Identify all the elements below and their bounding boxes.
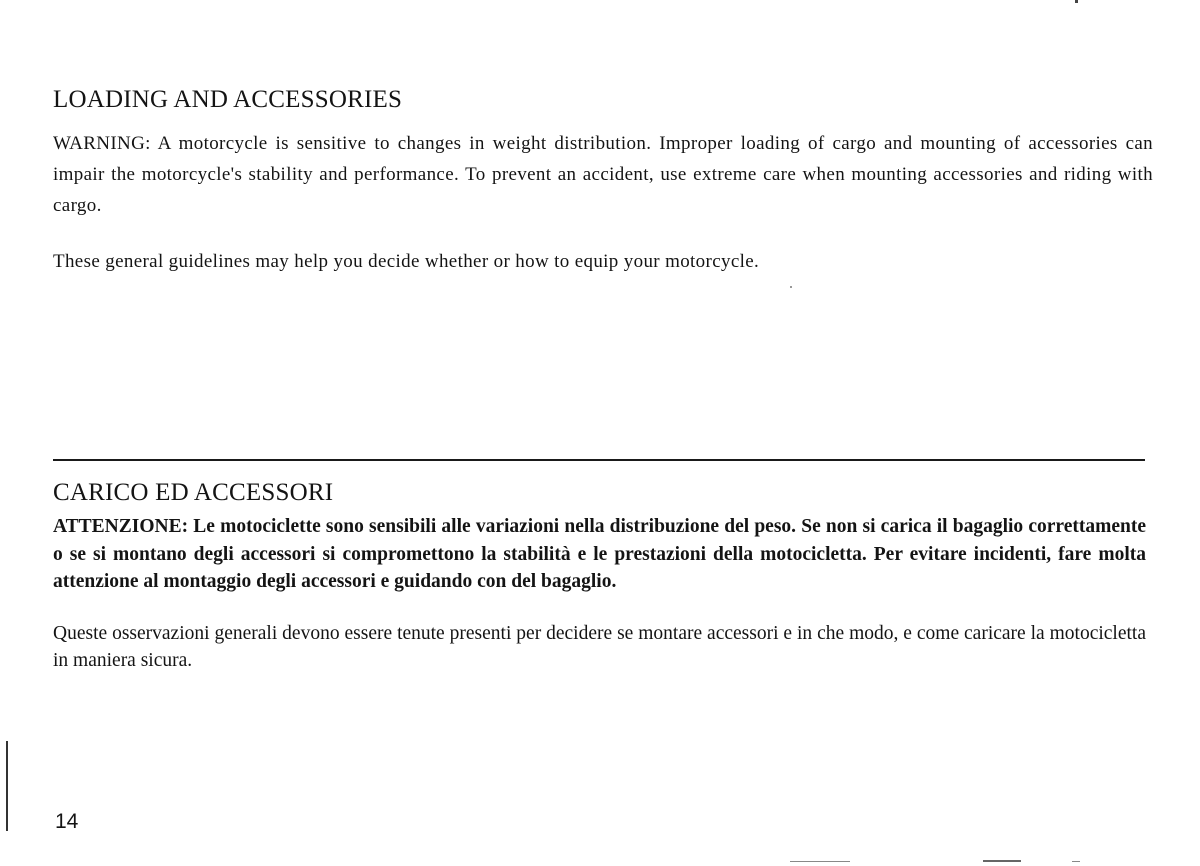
english-section <box>53 84 1153 277</box>
english-warning-paragraph: WARNING: A motorcycle is sensitive to changes in weight distribution. Improper loading of cargo and mounting of accessories can impair the motorcycle's stability and performance. To prevent an accident, use extreme care when mounting accessories and riding with cargo. <box>53 133 1153 216</box>
scan-speck-top-right <box>1075 0 1078 3</box>
scan-dash-bottom-2 <box>983 860 1021 862</box>
page-number: 14 <box>55 810 79 833</box>
section-divider <box>53 459 1145 461</box>
italian-warning-paragraph: ATTENZIONE: Le motociclette sono sensibili alle variazioni nella distribuzione del peso. Se non si carica il bagaglio correttamente o se si montano degli accessori si compromettono la stabilità e le prestazioni della motocicletta. Per evitare incidenti, fare molta attenzione al montaggio degli accessori e guidando con del bagaglio. <box>53 516 1146 592</box>
scan-margin-line <box>6 741 8 831</box>
italian-section <box>53 476 1146 675</box>
scan-dash-bottom-3 <box>1072 861 1080 862</box>
scan-dash-bottom-1 <box>790 861 850 862</box>
italian-guidelines-paragraph: Queste osservazioni generali devono essere tenute presenti per decidere se montare accessori e in che modo, e come caricare la motocicletta in maniera sicura. <box>53 622 1146 671</box>
italian-heading: CARICO ED ACCESSORI <box>53 479 334 506</box>
english-heading: LOADING AND ACCESSORIES <box>53 86 403 113</box>
english-guidelines-paragraph: These general guidelines may help you decide whether or how to equip your motorcycle. <box>53 251 760 272</box>
scan-speck-middle <box>790 286 792 288</box>
